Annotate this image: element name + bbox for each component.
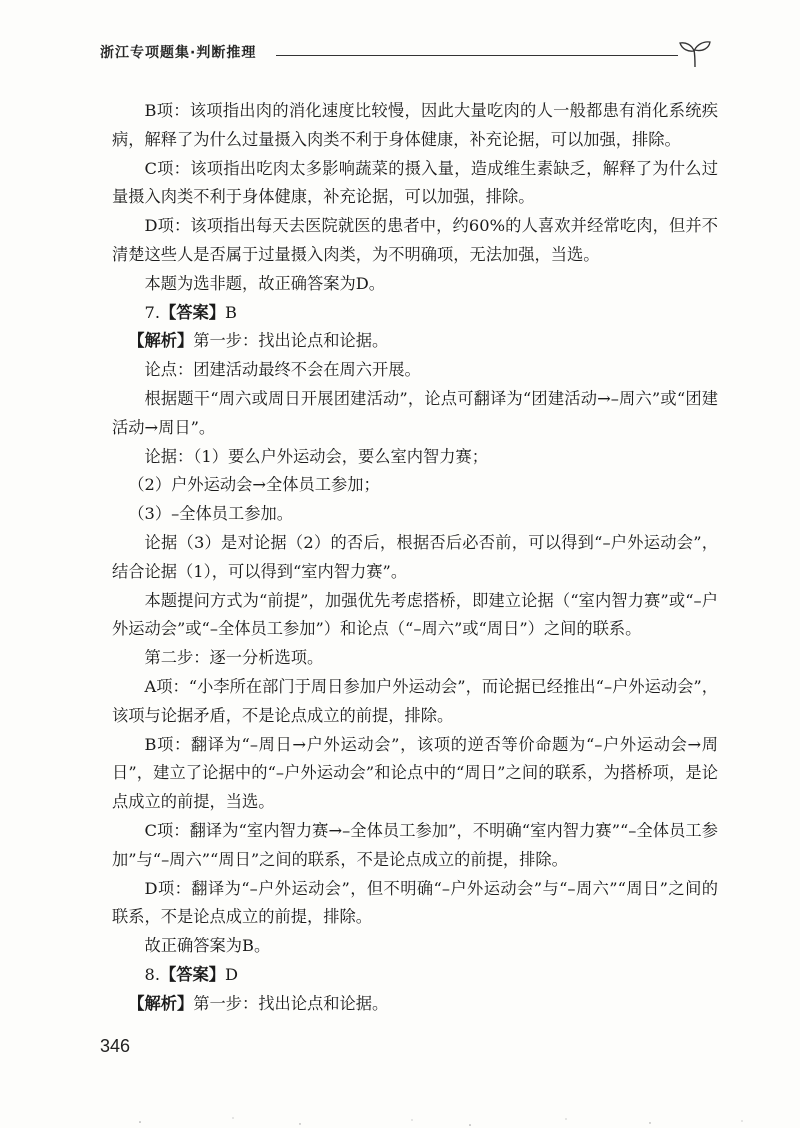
analysis-heading: 【解析】第一步：找出论点和论据。: [128, 993, 389, 1013]
paragraph: 论据（3）是对论据（2）的否后，根据否后必否前，可以得到“–户外运动会”，结合论据（1），可以得到“室内智力赛”。: [112, 532, 718, 581]
paragraph: （3）–全体员工参加。: [128, 504, 293, 524]
paragraph: C项：翻译为“室内智力赛→–全体员工参加”，不明确“室内智力赛”“–全体员工参加”与“–周六”“周日”之间的联系，不是论点成立的前提，排除。: [112, 820, 718, 869]
analysis-heading: 【解析】第一步：找出论点和论据。: [128, 331, 389, 351]
paragraph: B项：翻译为“–周日→户外运动会”，该项的逆否等价命题为“–户外运动会→周日”，建立了论据中的“–户外运动会”和论点中的“周日”之间的联系，为搭桥项，是论点成立的前提，当选。: [112, 734, 718, 812]
analysis-tag: 【解析】: [128, 331, 194, 351]
paragraph: 第二步：逐一分析选项。: [144, 648, 324, 668]
page-number: 346: [100, 1036, 131, 1056]
paragraph: 故正确答案为B。: [144, 936, 271, 956]
paragraph: C项：该项指出吃肉太多影响蔬菜的摄入量，造成维生素缺乏，解释了为什么过量摄入肉类不利于身体健康，补充论据，可以加强，排除。: [112, 158, 718, 207]
body-text: [112, 97, 718, 1019]
scan-speckle: [0, 1098, 800, 1128]
paragraph: （2）户外运动会→全体员工参加；: [128, 475, 380, 495]
page-header: [100, 38, 712, 68]
analysis-tag: 【解析】: [128, 993, 194, 1013]
answer-heading: 8.【答案】D: [144, 964, 239, 984]
paragraph: 本题提问方式为“前提”，加强优先考虑搭桥，即建立论据（“室内智力赛”或“–户外运动会”或“–全体员工参加”）和论点（“–周六”或“周日”）之间的联系。: [112, 590, 718, 639]
paragraph: A项：“小李所在部门于周日参加户外运动会”，而论据已经推出“–户外运动会”，该项与论据矛盾，不是论点成立的前提，排除。: [112, 676, 718, 725]
header-title: 浙江专项题集·判断推理: [100, 45, 257, 61]
header-rule: [276, 55, 678, 56]
paragraph: 论据：（1）要么户外运动会，要么室内智力赛；: [144, 446, 488, 466]
paragraph: B项：该项指出肉的消化速度比较慢，因此大量吃肉的人一般都患有消化系统疾病，解释了为什么过量摄入肉类不利于身体健康，补充论据，可以加强，排除。: [112, 101, 718, 149]
paragraph: D项：翻译为“–户外运动会”，但不明确“–户外运动会”与“–周六”“周日”之间的联系，不是论点成立的前提，排除。: [112, 878, 718, 927]
paragraph: 根据题干“周六或周日开展团建活动”，论点可翻译为“团建活动→–周六”或“团建活动→周日”。: [112, 388, 718, 437]
paragraph: 论点：团建活动最终不会在周六开展。: [144, 360, 421, 380]
paragraph: D项：该项指出每天去医院就医的患者中，约60%的人喜欢并经常吃肉，但并不清楚这些人是否属于过量摄入肉类，为不明确项，无法加强，当选。: [112, 216, 718, 264]
paragraph: 本题为选非题，故正确答案为D。: [144, 273, 386, 293]
answer-heading: 7.【答案】B: [144, 302, 237, 322]
answer-tag: 【答案】: [160, 964, 226, 984]
sprout-icon: [678, 38, 712, 68]
answer-tag: 【答案】: [160, 302, 226, 322]
